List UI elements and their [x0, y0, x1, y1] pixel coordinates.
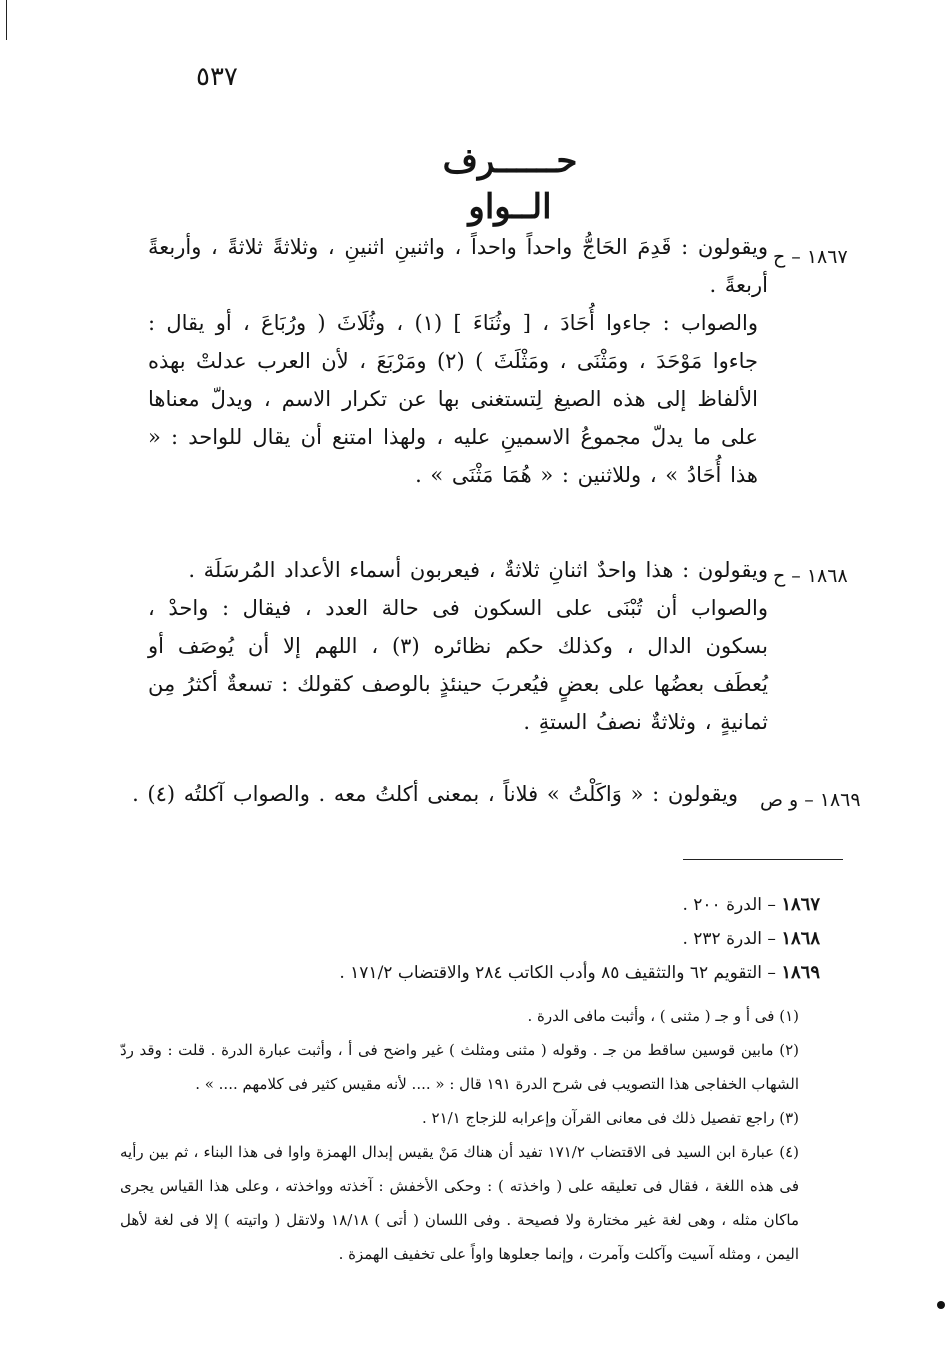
entry-1869-lead: ويقولون : « وَاكَلْتُ » فلاناً ، بمعنى أكلتُ معه . والصواب آكلتُه (٤) . — [132, 782, 738, 806]
entry-1868-paragraph: والصواب أن تُبْنَى على السكون فى حالة العدد ، فيقال : واحدْ ، بسكون الدال ، وكذلك حكم نظائره (٣) ، اللهم إلا أن يُوصَف أو يُعطَف بعضُها على بعضٍ فيُعربَ حينئذٍ بالوصف كقولك : تسعةٌ أكثرُ مِن ثمانيةٍ ، وثلاثةٌ نصفُ الستةِ . — [148, 596, 769, 734]
entry-1868 — [148, 551, 768, 741]
entry-1868-lead: ويقولون : هذا واحدٌ اثنانِ ثلاثةٌ ، فيعربون أسماء الأعداد المُرسَلَة . — [188, 558, 768, 582]
entry-number-1867: ١٨٦٧ – ح — [773, 246, 848, 268]
footnote-3: (٣) راجع تفصيل ذلك فى معانى القرآن وإعرابه للزجاج ٢١/١ . — [421, 1109, 799, 1127]
reference-number: ١٨٦٩ — [781, 962, 820, 983]
page-number: ٥٣٧ — [196, 62, 238, 92]
footnote-2: (٢) مابين قوسين ساقط من جـ . وقوله ( مثنى ومثلث ) غير واضح فى أ ، وأثبت عبارة الدرة . قلت : وقد ردّ الشهاب الخفاجى هذا التصويب فى شرح الدرة ١٩١ قال : « .... لأنه مقيس كثير فى كلامهم .... » . — [120, 1041, 799, 1093]
reference-text: – الدرة ٢٣٢ . — [682, 929, 776, 949]
reference-number: ١٨٦٧ — [781, 894, 820, 915]
reference-line — [220, 956, 820, 990]
footnotes — [120, 999, 823, 1271]
chapter-title: حــــــرف الــواو — [442, 141, 578, 227]
entry-1867-lead: ويقولون : قَدِمَ الحَاجُّ واحداً واحداً ، واثنينِ اثنينِ ، وثلاثةً ثلاثةً ، وأربعةً أربعةً . — [148, 235, 768, 297]
entry-1869 — [132, 775, 738, 813]
reference-number: ١٨٦٨ — [781, 928, 820, 949]
entry-1867-paragraph: والصواب : جاءوا أُحَادَ ، [ وثُنَاءَ ] (١) ، وثُلَاثَ ( ورُبَاعَ ، أو يقال : جاءوا مَوْحَدَ ، ومَثْنَى ، ومَثْلَثَ ) (٢) ومَرْبَعَ ، لأن العرب عدلتْ بهذه الألفاظ إلى هذه الصيغ لِتستغنى بها عن تكرار الاسم ، ويدلّ معناها على ما يدلّ مجموعُ الاسمينِ عليه ، ولهذا امتنع أن يقال للواحد : « هذا أُحَادُ » ، وللاثنين : « هُمَا مَثْنَى » . — [148, 311, 758, 487]
reference-text: – التقويم ٦٢ والتثقيف ٨٥ وأدب الكاتب ٢٨٤ والاقتضاب ١٧١/٢ . — [339, 963, 776, 983]
margin-dot — [937, 1301, 945, 1309]
reference-text: – الدرة ٢٠٠ . — [682, 895, 776, 915]
reference-line — [220, 888, 820, 922]
footnote-4: (٤) عبارة ابن السيد فى الاقتضاب ١٧١/٢ تفيد أن هناك مَنْ يقيس إبدال الهمزة واوا فى هذا البناء ، ثم بين رأيه فى هذه اللغة ، فقال فى تعليقه على ( واخذته ) : وحكى الأخفش : آخذته وواخذته ، وعلى هذا القياس يجرى ماكان مثله ، وهى لغة غير مختارة ولا فصيحة . وفى اللسان ( أتى ) ١٨/١٨ ولاتقل ( واتيته ) إلا فى لغة لأهل اليمن ، ومثله آسيت وآكلت وآمرت ، وإنما جعلوها واواً على تخفيف الهمزة . — [120, 1143, 799, 1263]
entry-number-1868: ١٨٦٨ – ح — [773, 565, 848, 587]
page-edge-line — [6, 0, 7, 40]
reference-line — [220, 922, 820, 956]
footnote-1: (١) فى أ و جـ ( مثنى ) ، وأثبت مافى الدرة . — [527, 1007, 799, 1025]
entry-1867 — [148, 228, 768, 494]
footnote-divider — [683, 859, 843, 860]
source-references — [220, 888, 820, 990]
entry-number-1869: ١٨٦٩ – و ص — [760, 789, 861, 811]
